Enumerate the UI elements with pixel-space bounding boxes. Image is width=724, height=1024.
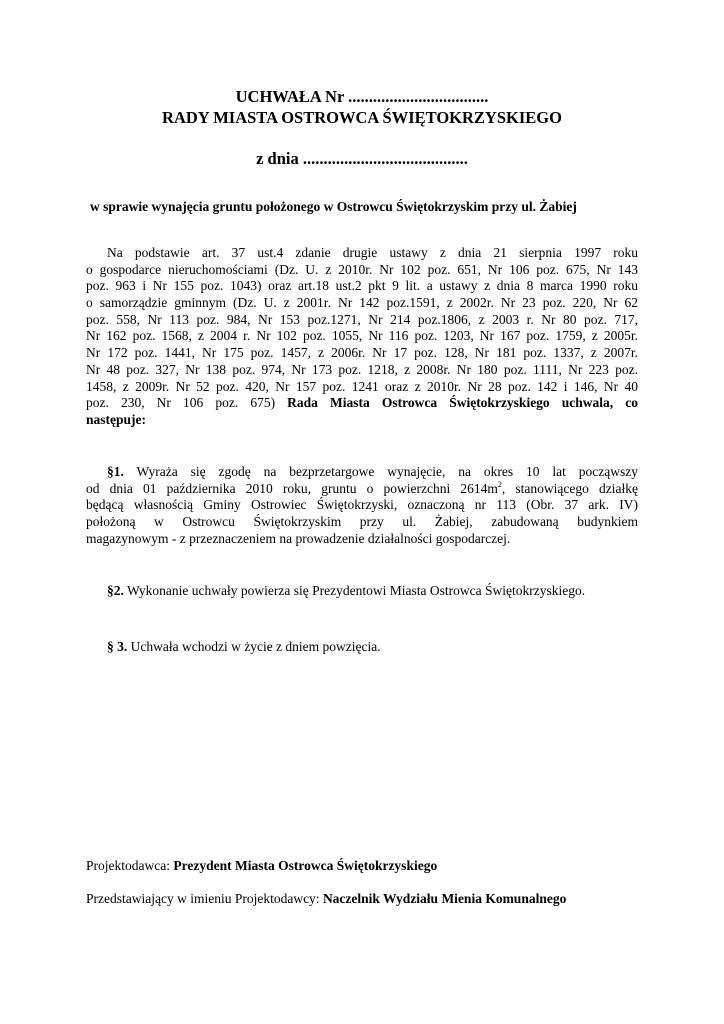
legal-basis-line: Nr 162 poz. 1568, z 2004 r. Nr 102 poz. 1055, Nr 116 poz. 1203, Nr 167 poz. 1759, z 2005r. [86,328,638,344]
legal-basis-line: 1458, z 2009r. Nr 52 poz. 420, Nr 157 poz. 1241 oraz z 2010r. Nr 28 poz. 142 i 146, Nr 40 [86,378,638,394]
legal-basis-line: Na podstawie art. 37 ust.4 zdanie drugie ustawy z dnia 21 sierpnia 1997 roku [107,245,638,260]
resolution-title: UCHWAŁA Nr .................................. [235,87,489,106]
section-3-number: § 3. [107,639,128,654]
section-2: §2. Wykonanie uchwały powierza się Prezydentowi Miasta Ostrowca Świętokrzyskiego. [107,583,586,598]
resolution-subject: w sprawie wynajęcia gruntu położonego w Ostrowcu Świętokrzyskim przy ul. Żabiej [90,199,577,214]
section-3: § 3. Uchwała wchodzi w życie z dniem powzięcia. [107,639,381,654]
legal-basis-line: następuje: [86,411,146,427]
author-line: Projektodawca: Prezydent Miasta Ostrowca Świętokrzyskiego [86,858,438,873]
section-1-number: §1. [107,464,124,479]
presenter-line: Przedstawiający w imieniu Projektodawcy: Naczelnik Wydziału Mienia Komunalnego [86,891,567,906]
legal-basis-line: poz. 230, Nr 106 poz. 675) Rada Miasta Ostrowca Świętokrzyskiego uchwala, co [86,395,638,411]
section-2-number: §2. [107,583,124,598]
legal-basis-line: poz. 558, Nr 113 poz. 984, Nr 153 poz.1271, Nr 214 poz.1806, z 2003 r. Nr 80 poz. 717, [86,311,638,327]
section-1: §1. Wyraża się zgodę na bezprzetargowe wynajęcie, na okres 10 lat począwszy od dnia 01 października 2010 roku, gruntu o powierzchni $2614m^2$, stanowiącego działkę będącą własnością Gminy Ostrowiec Świętokrzyski, oznaczoną nr 113 (Obr. 37 ark. IV) położoną w Ostrowcu Świętokrzyskim przy ul. Żabiej, zabudowaną budynkiem magazynowym - z przeznaczeniem na prowadzenie działalności gospodarczej. [86,464,638,546]
legal-basis-line: Nr 48 poz. 327, Nr 138 poz. 974, Nr 173 poz. 1218, z 2008r. Nr 180 poz. 1111, Nr 223 poz. [86,361,638,377]
council-name: RADY MIASTA OSTROWCA ŚWIĘTOKRZYSKIEGO [162,108,562,127]
legal-basis-line: o samorządzie gminnym (Dz. U. z 2001r. Nr 142 poz.1591, z 2002r. Nr 23 poz. 220, Nr 62 [86,295,638,311]
author-value: Prezydent Miasta Ostrowca Świętokrzyskiego [173,858,438,873]
resolution-date: z dnia ........................................ [256,149,468,168]
legal-basis-line: o gospodarce nieruchomościami (Dz. U. z 2010r. Nr 102 poz. 651, Nr 106 poz. 675, Nr 143 [86,261,638,277]
area-superscript: 2 [497,479,502,489]
legal-basis-line: Nr 172 poz. 1441, Nr 175 poz. 1457, z 2006r. Nr 17 poz. 128, Nr 181 poz. 1337, z 2007r. [86,345,638,361]
council-resolves-text: Rada Miasta Ostrowca Świętokrzyskiego uchwala, co [287,395,638,411]
legal-basis-line: poz. 963 i Nr 155 poz. 1043) oraz art.18 ust.2 pkt 9 lit. a ustawy z dnia 8 marca 1990 roku [86,278,638,294]
presenter-value: Naczelnik Wydziału Mienia Komunalnego [322,891,567,906]
legal-basis-paragraph [86,245,638,429]
